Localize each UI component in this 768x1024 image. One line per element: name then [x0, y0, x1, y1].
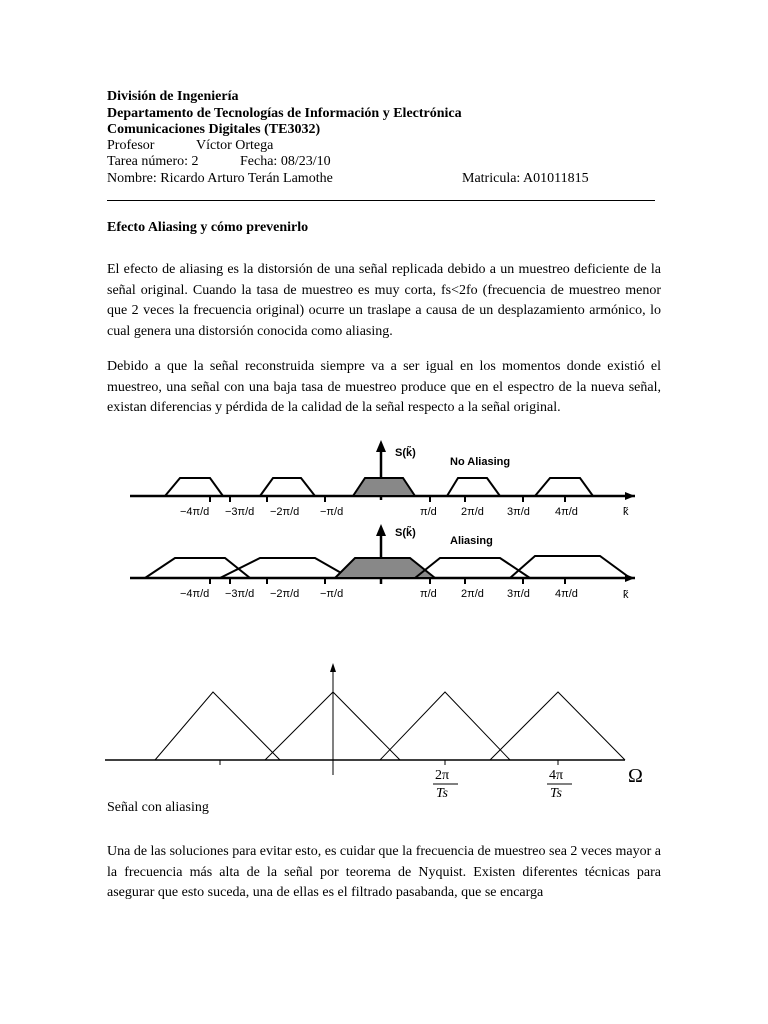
spectrum-figure [125, 438, 645, 608]
header-department: Departamento de Tecnologías de Información y Electrónica [107, 106, 462, 121]
no-aliasing-panel [130, 440, 635, 518]
header-professor-label: Profesor [107, 138, 155, 153]
tick1-numerator: 2π [435, 768, 450, 783]
bottom-axis-label: S(k̃) [395, 527, 416, 539]
tick-label: 4π/d [555, 506, 578, 518]
header-student-name: Nombre: Ricardo Arturo Terán Lamothe [107, 171, 333, 186]
tick-label: −3π/d [225, 506, 255, 518]
tick-label: −2π/d [270, 506, 300, 518]
tick-label: −4π/d [180, 588, 210, 600]
triangle-replica [380, 692, 510, 760]
tick-label: 4π/d [555, 588, 578, 600]
triangle-replica [155, 692, 280, 760]
top-y-arrow-icon [376, 440, 386, 452]
tick-label: −2π/d [270, 588, 300, 600]
top-x-axis-label: k̃ [623, 506, 629, 518]
header-task: Tarea número: 2 [107, 154, 199, 169]
tick-label: 2π/d [461, 588, 484, 600]
tick-label: π/d [420, 506, 437, 518]
top-x-arrow-icon [625, 492, 635, 500]
tick-label: 3π/d [507, 588, 530, 600]
spectrum-original [353, 478, 415, 496]
header-divider [107, 200, 655, 201]
paragraph-aliasing-definition: El efecto de aliasing es la distorsión de una señal replicada debido a un muestreo deficiente de la señal original. Cuando la tasa de muestreo es muy corta, fs<2fo (frecuencia de muestreo menor que 2 veces la frecuencia original) ocurre un traslape a causa de un desplazamiento armónico, lo cual genera una distorsión conocida como aliasing. [107, 262, 661, 339]
paragraph-nyquist: Una de las soluciones para evitar esto, es cuidar que la frecuencia de muestreo sea 2 veces mayor a la frecuencia más alta de la señal por teorema de Nyquist. Existen diferentes técnicas para asegurar que esto suceda, una de ellas es el filtrado pasabanda, que se encarga [107, 844, 661, 900]
tick-label: 3π/d [507, 506, 530, 518]
aliasing-panel [130, 524, 635, 601]
tick-label: −π/d [320, 506, 344, 518]
header-matricula: Matricula: A01011815 [462, 171, 589, 186]
header-course: Comunicaciones Digitales (TE3032) [107, 122, 321, 137]
tick2-numerator: 4π [549, 768, 564, 783]
header-date: Fecha: 08/23/10 [240, 154, 331, 169]
spectrum-replica [447, 478, 500, 496]
top-axis-label: S(k̃) [395, 447, 416, 459]
spectrum-replica [535, 478, 593, 496]
spectrum-replica [510, 556, 630, 578]
tick-label: 2π/d [461, 506, 484, 518]
spectrum-replica [220, 558, 350, 578]
tick-label: −π/d [320, 588, 344, 600]
bottom-x-axis-label: k̃ [623, 589, 629, 601]
section-title: Efecto Aliasing y cómo prevenirlo [107, 220, 309, 235]
figure-caption: Señal con aliasing [107, 800, 209, 815]
triangle-replica [490, 692, 625, 760]
tick1-denominator: Ts [436, 786, 448, 800]
header-professor-name: Víctor Ortega [196, 138, 274, 153]
spectrum-replica [165, 478, 223, 496]
vertical-arrow-icon [330, 663, 336, 672]
aliasing-triangles-figure [100, 660, 660, 800]
spectrum-replica [145, 558, 250, 578]
tick-label: −3π/d [225, 588, 255, 600]
bottom-title: Aliasing [450, 535, 493, 547]
bottom-y-arrow-icon [376, 524, 386, 536]
tick-label: −4π/d [180, 506, 210, 518]
tick2-denominator: Ts [550, 786, 562, 800]
omega-label: Ω [628, 765, 643, 787]
spectrum-replica [260, 478, 315, 496]
paragraph-reconstruction: Debido a que la señal reconstruida siempre va a ser igual en los momentos donde existió el muestreo, una señal con una baja tasa de muestreo produce que en el espectro de la nueva señal, existan diferencias y pérdida de la calidad de la señal respecto a la señal original. [107, 359, 661, 415]
header-division: División de Ingeniería [107, 89, 239, 104]
top-title: No Aliasing [450, 456, 511, 468]
tick-label: π/d [420, 588, 437, 600]
